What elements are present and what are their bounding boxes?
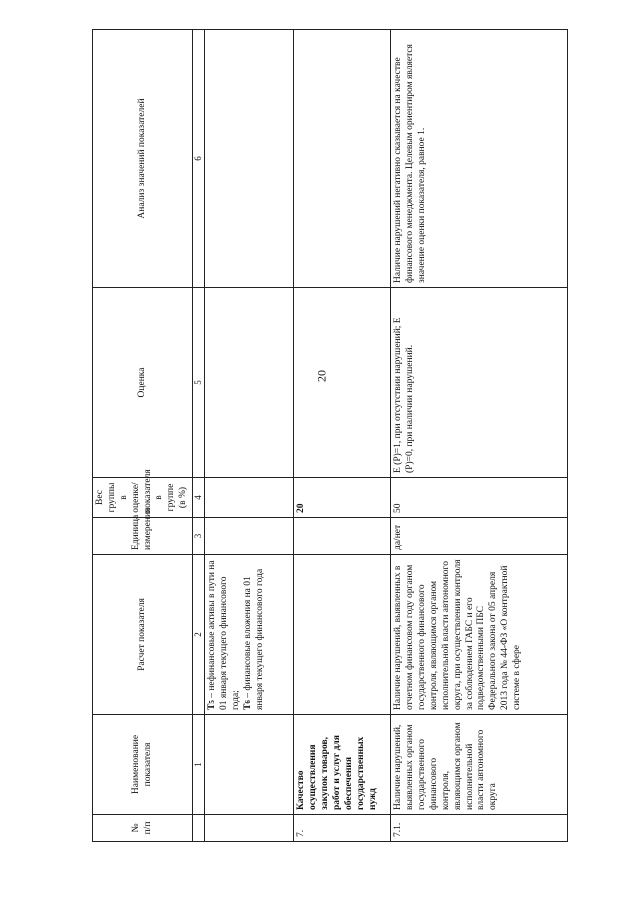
- cell-score: Е (Р)=1, при отсутствии нарушений; Е (Р)=0, при наличии нарушений.: [391, 288, 568, 478]
- column-number: 5: [193, 288, 205, 478]
- column-number: 6: [193, 30, 205, 288]
- cell-no: 7.1.: [391, 815, 568, 842]
- t5-subscript: 5: [208, 700, 217, 704]
- header-weight: Вес группы в оценке/ показателя в группе (в %): [93, 478, 193, 518]
- header-score: Оценка: [93, 288, 193, 478]
- cell-weight: [205, 478, 294, 518]
- header-calc: Расчет показателя: [93, 555, 193, 715]
- header-no: № п/п: [93, 815, 193, 842]
- column-number: 4: [193, 478, 205, 518]
- header-name: Наименование показателя: [93, 715, 193, 815]
- header-analysis: Анализ значений показателей: [93, 30, 193, 288]
- t5-description: – нефинансовые активы в пути на 01 января текущего финансового года;: [207, 560, 241, 710]
- table-header-row: [93, 30, 193, 842]
- cell-unit: [294, 518, 391, 555]
- header-unit: Единица измерения: [93, 518, 193, 555]
- column-number-row: [193, 30, 205, 842]
- cell-calc: [205, 555, 294, 715]
- cell-analysis: [205, 30, 294, 288]
- table-row-7: [294, 30, 391, 842]
- page-number: 20: [314, 370, 329, 382]
- cell-score: [205, 288, 294, 478]
- cell-no: [205, 815, 294, 842]
- cell-weight: 50: [391, 478, 568, 518]
- cell-unit: [205, 518, 294, 555]
- cell-unit: да/нет: [391, 518, 568, 555]
- column-number: 2: [193, 555, 205, 715]
- cell-name: [205, 715, 294, 815]
- calc-t6-line: [243, 559, 267, 710]
- cell-no: 7.: [294, 815, 391, 842]
- cell-calc: [294, 555, 391, 715]
- cell-analysis: [294, 30, 391, 288]
- t5-symbol: Т: [207, 703, 218, 710]
- column-number: 3: [193, 518, 205, 555]
- indicator-table: [92, 29, 568, 842]
- column-number: 1: [193, 715, 205, 815]
- indicator-table-sheet: [92, 30, 530, 842]
- calc-t5-line: [207, 559, 243, 710]
- cell-analysis: Наличие нарушений негативно сказывается на качестве финансового менеджмента. Целевым ориентиром является значение оценки показателя, равное 1.: [391, 30, 568, 288]
- table-row-7-1: [391, 30, 568, 842]
- cell-weight: 20: [294, 478, 391, 518]
- cell-name: Качество осуществления закупок товаров, работ и услуг для обеспечения государственных нужд: [294, 715, 391, 815]
- t6-description: – финансовые вложения на 01 января текущего финансового года: [242, 568, 265, 710]
- cell-score: [294, 288, 391, 478]
- cell-calc: Наличие нарушений, выявленных в отчетном финансовом году органом государственного финансового контроля, являющимся органом исполнительной власти автономного округа, при осуществлении контроля за соблюдением ГАБС и его подведомственными ПБС Федерального закона от 05 апреля 2013 года № 44-ФЗ «О контрактной системе в сфере: [391, 555, 568, 715]
- t6-symbol: Т: [242, 703, 253, 710]
- cell-name: Наличие нарушений, выявленных органом государственного финансового контроля, являющимся органом исполнительной власти автономного округа: [391, 715, 568, 815]
- table-row-continuation: [205, 30, 294, 842]
- column-number-empty: [193, 815, 205, 842]
- t6-subscript: 6: [243, 700, 252, 704]
